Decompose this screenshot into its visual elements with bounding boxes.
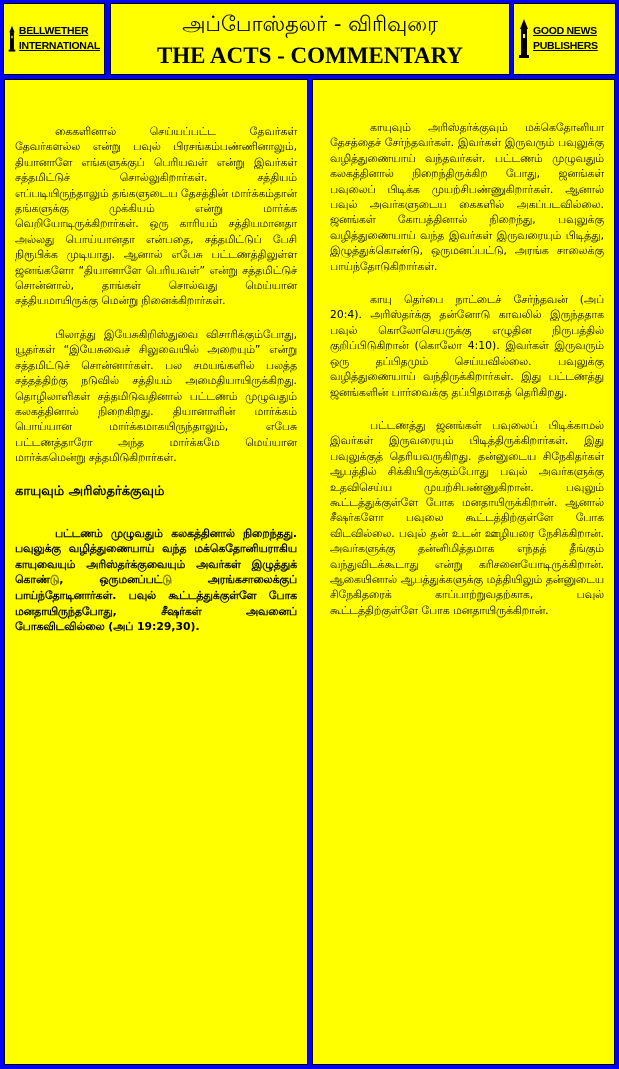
left-paragraph-3: பட்டணம் முழுவதும் கலகத்தினால் நிறைந்தது. பவுலுக்கு வழித்துணையாய் வந்த மக்கெதோனியராகிய காயுவையும் அரிஸ்தர்க்குவையும் அவர்கள் இழுத்துக் கொண்டு, ஒருமனப்பட்டு அரங்கசாலைக்குப் பாய்ந்தோடினார்கள். பவுல் கூட்டத்துக்குள்ளே போக மனதாயிருந்தபோது, சீஷர்கள் அவனைப் போகவிடவில்லை (அப் 19:29,30). bbox=[15, 526, 297, 634]
right-logo-line2: PUBLISHERS bbox=[533, 40, 598, 52]
bell-tower-icon bbox=[8, 19, 16, 59]
left-logo-line2: INTERNATIONAL bbox=[18, 40, 100, 52]
bellwether-logo bbox=[3, 3, 105, 75]
title-banner bbox=[110, 3, 510, 75]
section-subheading: காயுவும் அரிஸ்தர்க்குவும் bbox=[15, 483, 165, 499]
right-column bbox=[312, 79, 615, 1065]
left-paragraph-1: கைகளினால் செய்யப்பட்ட தேவர்கள் தேவர்களல்ல என்று பவுல் பிரசங்கம்பண்ணினாலும், தியானாளே எங்களுக்குப் பெரியவள் என்று இவர்கள் சத்தமிட்டுச் சொல்லுகிறார்கள். சத்தியம் எப்படியிருந்தாலும் தங்களுடைய தேசத்தின் மார்க்கம்தான் தங்களுக்கு முக்கியம் என்று மார்க்க வெறியோடிருக்கிறார்கள். ஒரு காரியம் சத்தியமானதா அல்லது பொய்யானதா என்பதை, சத்தமிட்டுப் பேசி நிரூபிக்க முடியாது. ஆனால் எபேசு பட்டணத்திலுள்ள ஜனங்களோ “தியானாளே பெரியவள்” என்று சத்தமிட்டுச் சொன்னால், தாங்கள் சொல்வது மெய்யான சத்தியமாயிருக்கு மென்று நினைக்கிறார்கள். bbox=[15, 125, 297, 308]
bell-tower-icon bbox=[518, 19, 530, 59]
title-english: THE ACTS - COMMENTARY bbox=[156, 43, 464, 68]
title-tamil: அப்போஸ்தலர் - விரிவுரை bbox=[182, 12, 438, 36]
good-news-logo bbox=[513, 3, 616, 75]
right-paragraph-2: காயு தெர்பை நாட்டைச் சேர்ந்தவன் (அப் 20:4). அரிஸ்தர்க்கு தன்னோடு காவலில் இருந்ததாக பவுல் கொலோசெயருக்கு எழுதின நிருபத்தில் குறிப்பிடுகிறான் (கொலோ 4:10). இவர்கள் இருவரும் ஒரு தப்பிதமும் செய்யவில்லை. பவுலுக்கு வழித்துணையாய் வந்திருக்கிறார்கள். இது பட்டணத்து ஜனங்களின் பார்வைக்கு தப்பிதமாகத் தெரிகிறது. bbox=[330, 293, 604, 399]
left-paragraph-2: பிலாத்து இயேசுகிறிஸ்துவை விசாரிக்கும்போது, யூதர்கள் “இயேசுவைச் சிலுவையில் அறையும்” என்று சத்தமிட்டுச் சொன்னார்கள். பல சமயங்களில் பலத்த சத்தத்திற்கு நடுவில் சத்தியம் அமைதியாயிருக்கிறது. தொழிலாளிகள் சத்தமிடுவதினால் பட்டணம் முழுவதும் கலகத்தினால் நிறைகிறது. தியானாளின் மார்க்கம் பொய்யான மார்க்கமாகயிருந்தாலும், எபேசு பட்டணத்தாரோ அந்த மார்க்கமே மெய்யான மார்க்கமென்று சத்தமிடுகிறார்கள். bbox=[15, 327, 297, 465]
left-column bbox=[4, 79, 308, 1065]
right-paragraph-1: காயுவும் அரிஸ்தர்க்குவும் மக்கெதோனியா தேசத்தைச் சேர்ந்தவர்கள். இவர்கள் இருவரும் பவுலுக்கு வழித்துணையாய் வந்தவர்கள். பட்டணம் முழுவதும் கலகத்தினால் நிறைந்திருக்கிற போது, ஜனங்கள் பவுலைப் பிடிக்க முயற்சிபண்ணுகிறார்கள். ஆனால் பவுல் அவர்களுடைய கைகளில் அகப்படவில்லை. ஜனங்கள் கோபத்தினால் நிறைந்து, பவுலுக்கு வழித்துணையாய் வந்த இவர்கள் இருவரையும் பிடித்து, இழுத்துக்கொண்டு, ஒருமனப்பட்டு, அரங்க சாலைக்கு பாய்ந்தோடுகிறார்கள். bbox=[330, 121, 604, 273]
right-logo-line1: GOOD NEWS bbox=[533, 25, 597, 37]
left-logo-line1: BELLWETHER bbox=[18, 25, 89, 37]
right-paragraph-3: பட்டணத்து ஜனங்கள் பவுலைப் பிடிக்காமல் இவர்கள் இருவரையும் பிடித்திருக்கிறார்கள். இது பவுலுக்குத் தெரியவருகிறது. தன்னுடைய சிநேகிதர்கள் ஆபத்தில் சிக்கியிருக்கும்போது பவுல் அவர்களுக்கு உதவிசெய்ய முயற்சிபண்ணுகிறான். பவுலும் கூட்டத்துக்குள்ளே போக மனதாயிருக்கிறான். ஆனால் சீஷர்களோ பவுலை கூட்டத்திற்குள்ளே போக விடவில்லை. பவுல் தன் உடன் ஊழியரை நேசிக்கிறான். அவர்களுக்கு தன்னிமித்தமாக எந்தத் தீங்கும் வந்துவிடக்கூடாது என்று கரிசனையோடிருக்கிறான். ஆகையினால் ஆபத்துக்களுக்கு மத்தியிலும் தன்னுடைய சிநேகிதரைக் காப்பாற்றுவதற்காக, பவுல் கூட்டத்திற்குள்ளே போக மனதாயிருக்கிறான். bbox=[330, 418, 604, 617]
